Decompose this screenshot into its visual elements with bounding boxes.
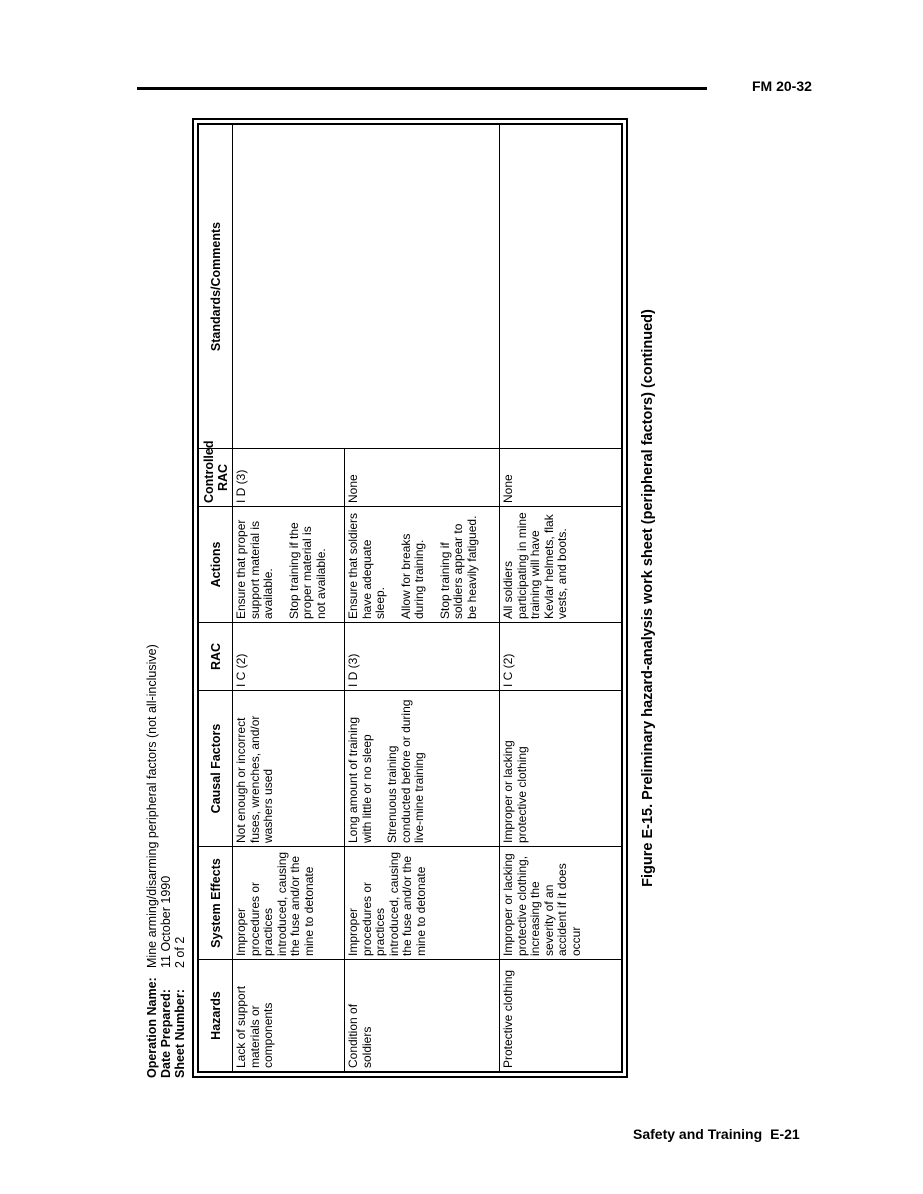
col-standards: Standards/Comments bbox=[199, 125, 233, 449]
sheet-value: 2 of 2 bbox=[173, 936, 187, 968]
page-footer bbox=[633, 1126, 800, 1142]
col-rac: RAC bbox=[199, 623, 233, 691]
standards-cell bbox=[233, 125, 500, 449]
table-row bbox=[500, 125, 622, 1072]
header-rule bbox=[137, 87, 707, 90]
col-actions: Actions bbox=[199, 507, 233, 623]
worksheet-header bbox=[145, 644, 187, 1078]
worksheet-frame bbox=[192, 118, 628, 1078]
controlled-rac-cell: None bbox=[500, 449, 622, 507]
hazard-cell: Condition of soldiers bbox=[345, 960, 500, 1072]
sheet-row bbox=[173, 644, 187, 1078]
causal-cell: Not enough or incorrect fuses, wrenches, and/or washers used bbox=[233, 691, 345, 847]
rotated-worksheet bbox=[145, 116, 665, 1078]
worksheet-inner-frame bbox=[197, 123, 623, 1073]
hazard-cell: Protective clothing bbox=[500, 960, 622, 1072]
table-header-row bbox=[199, 125, 233, 1072]
causal-cell: Improper or lacking protective clothing bbox=[500, 691, 622, 847]
operation-value: Mine arming/disarming peripheral factors (not all-inclusive) bbox=[145, 644, 159, 968]
hazard-cell: Lack of support materials or components bbox=[233, 960, 345, 1072]
footer-title: Safety and Training bbox=[633, 1126, 763, 1142]
system-effects-cell: Improper or lacking protective clothing, increasing the severity of an accident if it does occur bbox=[500, 847, 622, 960]
controlled-rac-cell: None bbox=[345, 449, 500, 507]
footer-page-number: E-21 bbox=[770, 1126, 800, 1142]
date-label: Date Prepared: bbox=[159, 989, 173, 1078]
col-controlled-rac: Controlled RAC bbox=[199, 449, 233, 507]
rac-cell: I D (3) bbox=[345, 623, 500, 691]
rac-cell: I C (2) bbox=[233, 623, 345, 691]
rac-cell: I C (2) bbox=[500, 623, 622, 691]
col-hazards: Hazards bbox=[199, 960, 233, 1072]
date-row bbox=[159, 644, 173, 1078]
causal-cell: Long amount of training with little or no sleep Strenuous training conducted before or during live-mine training bbox=[345, 691, 500, 847]
col-system-effects: System Effects bbox=[199, 847, 233, 960]
figure-caption: Figure E-15. Preliminary hazard-analysis work sheet (peripheral factors) (continued) bbox=[640, 309, 656, 887]
col-causal-factors: Causal Factors bbox=[199, 691, 233, 847]
controlled-rac-cell: I D (3) bbox=[233, 449, 345, 507]
operation-row bbox=[145, 644, 159, 1078]
operation-label: Operation Name: bbox=[145, 977, 159, 1078]
manual-number: FM 20-32 bbox=[752, 78, 812, 94]
hazard-table bbox=[198, 124, 622, 1072]
system-effects-cell: Improper procedures or practices introduced, causing the fuse and/or the mine to detonate bbox=[345, 847, 500, 960]
standards-cell bbox=[500, 125, 622, 449]
actions-cell: All soldiers participating in mine training will have Kevlar helmets, flak vests, and boots. bbox=[500, 507, 622, 623]
date-value: 11 October 1990 bbox=[159, 875, 173, 968]
actions-cell: Ensure that soldiers have adequate sleep. Allow for breaks during training. Stop training if soldiers appear to be heavily fatigued. bbox=[345, 507, 500, 623]
table-row bbox=[233, 125, 345, 1072]
actions-cell: Ensure that proper support material is available. Stop training if the proper material is not available. bbox=[233, 507, 345, 623]
system-effects-cell: Improper procedures or practices introduced, causing the fuse and/or the mine to detonate bbox=[233, 847, 345, 960]
sheet-label: Sheet Number: bbox=[173, 989, 187, 1078]
